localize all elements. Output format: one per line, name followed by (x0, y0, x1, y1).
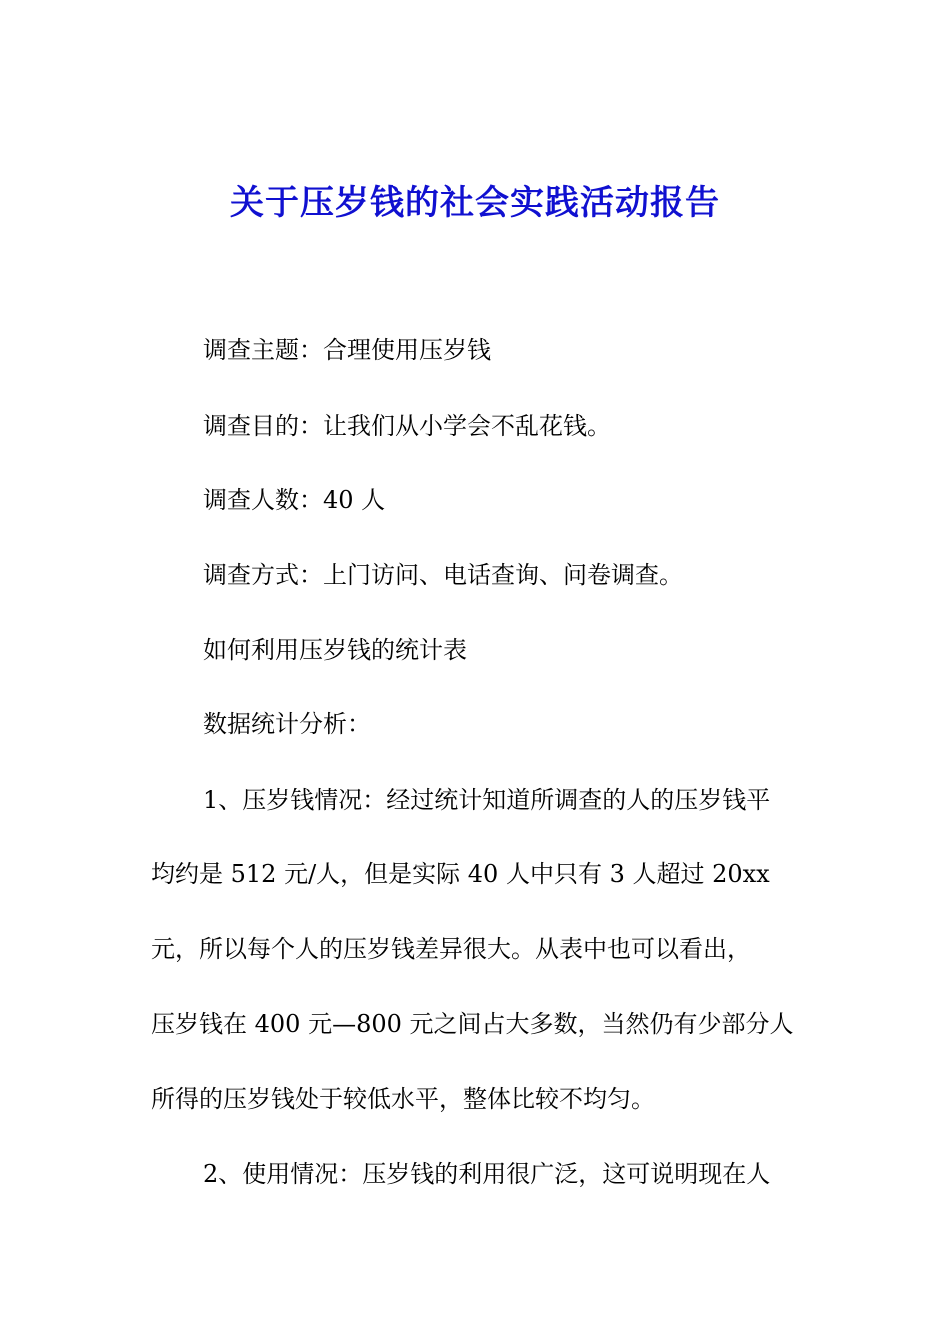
paragraph-1-line-1: 1、压岁钱情况：经过统计知道所调查的人的压岁钱平 (203, 786, 771, 814)
paragraph-2-line-1: 2、使用情况：压岁钱的利用很广泛，这可说明现在人 (203, 1160, 771, 1188)
data-analysis-heading: 数据统计分析： (203, 710, 371, 738)
survey-purpose-line: 调查目的：让我们从小学会不乱花钱。 (203, 412, 611, 440)
paragraph-1-line-2: 均约是 512 元/人，但是实际 40 人中只有 3 人超过 20xx (151, 860, 770, 888)
paragraph-1-line-3: 元，所以每个人的压岁钱差异很大。从表中也可以看出， (151, 935, 751, 963)
document-title: 关于压岁钱的社会实践活动报告 (230, 183, 720, 223)
survey-theme-line: 调查主题：合理使用压岁钱 (203, 336, 491, 364)
paragraph-1-line-4: 压岁钱在 400 元—800 元之间占大多数，当然仍有少部分人 (151, 1010, 794, 1038)
survey-method-line: 调查方式：上门访问、电话查询、问卷调查。 (203, 561, 683, 589)
statistics-table-heading: 如何利用压岁钱的统计表 (203, 636, 467, 664)
survey-count-line: 调查人数：40 人 (203, 486, 386, 514)
paragraph-1-line-5: 所得的压岁钱处于较低水平，整体比较不均匀。 (151, 1085, 655, 1113)
